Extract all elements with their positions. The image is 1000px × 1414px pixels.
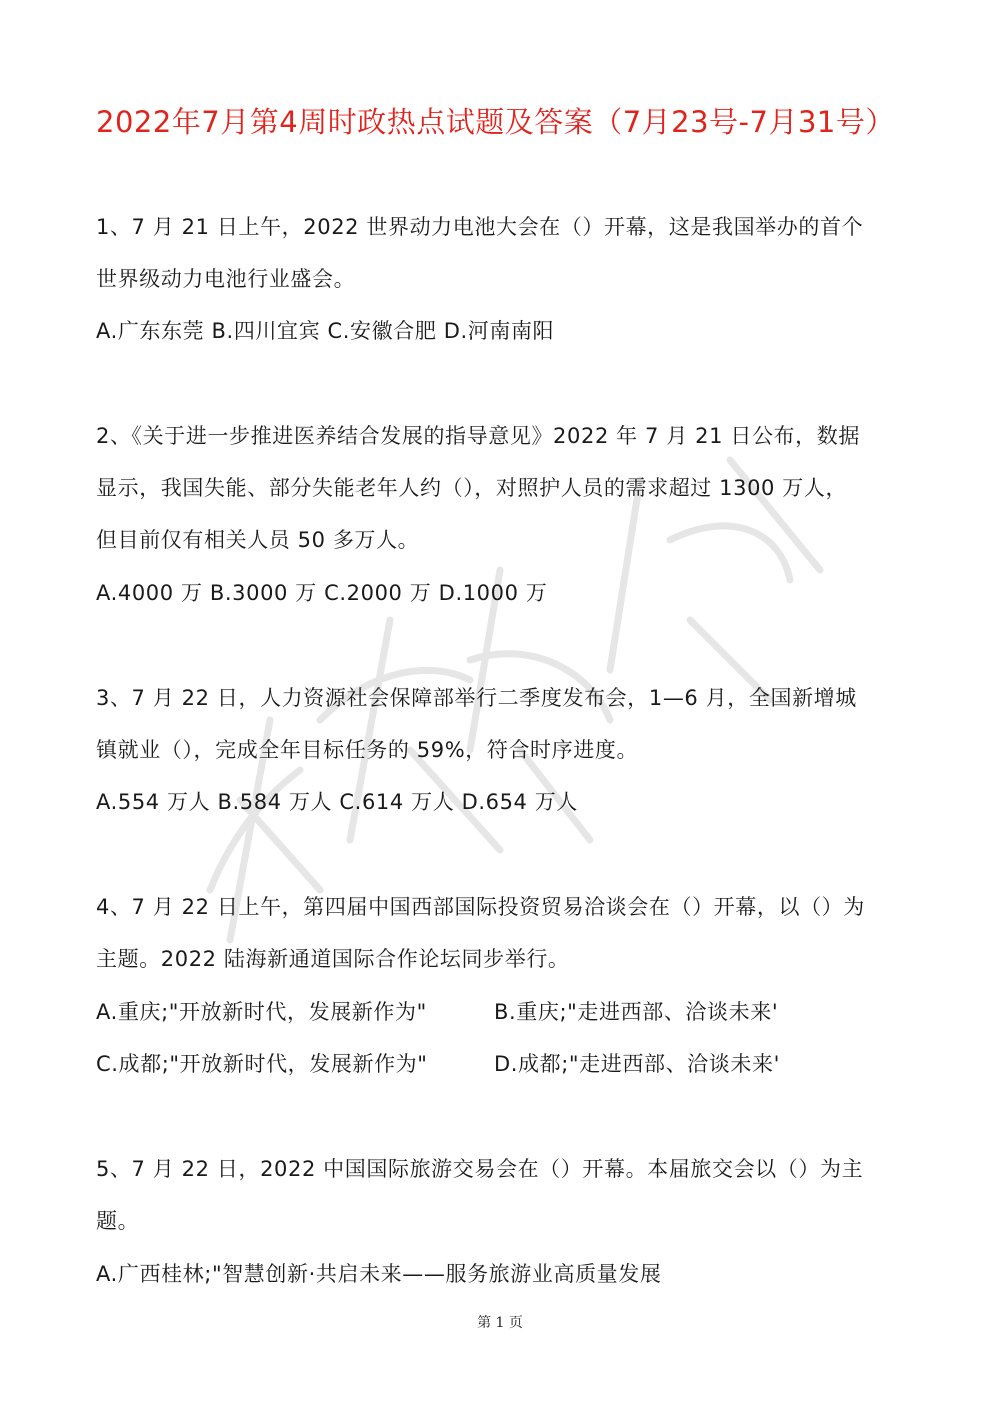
question-3-line-2: 镇就业（），完成全年目标任务的 59%，符合时序进度。 [96, 738, 639, 762]
question-4-line-2: 主题。2022 陆海新通道国际合作论坛同步举行。 [96, 947, 570, 971]
question-5-options: A.广西桂林;"智慧创新·共启未来——服务旅游业高质量发展 [96, 1262, 662, 1286]
question-4-line-1: 4、7 月 22 日上午，第四届中国西部国际投资贸易洽谈会在（）开幕，以（）为 [96, 895, 865, 919]
question-5-line-1: 5、7 月 22 日，2022 中国国际旅游交易会在（）开幕。本届旅交会以（）为主 [96, 1157, 864, 1181]
question-5-line-2: 题。 [96, 1209, 140, 1233]
question-4-option-b: B.重庆;"走进西部、洽谈未来' [494, 1000, 779, 1024]
question-2-line-1: 2、《关于进一步推进医养结合发展的指导意见》2022 年 7 月 21 日公布，数据 [96, 424, 860, 448]
question-4-option-a: A.重庆;"开放新时代，发展新作为" [96, 1000, 427, 1024]
question-2-line-3: 但目前仅有相关人员 50 多万人。 [96, 528, 420, 552]
question-3-options: A.554 万人 B.584 万人 C.614 万人 D.654 万人 [96, 790, 578, 814]
question-1-line-2: 世界级动力电池行业盛会。 [96, 267, 356, 291]
question-4-option-c: C.成都;"开放新时代，发展新作为" [96, 1052, 428, 1076]
question-3-line-1: 3、7 月 22 日，人力资源社会保障部举行二季度发布会，1—6 月，全国新增城 [96, 686, 857, 710]
question-1-line-1: 1、7 月 21 日上午，2022 世界动力电池大会在（）开幕，这是我国举办的首个 [96, 215, 864, 239]
question-2-line-2: 显示，我国失能、部分失能老年人约（），对照护人员的需求超过 1300 万人， [96, 476, 848, 500]
document-title: 2022年7月第4周时政热点试题及答案（7月23号-7月31号） [96, 105, 895, 139]
question-2-options: A.4000 万 B.3000 万 C.2000 万 D.1000 万 [96, 581, 548, 605]
question-4-option-d: D.成都;"走进西部、洽谈未来' [494, 1052, 780, 1076]
page-number: 第 1 页 [477, 1315, 523, 1331]
question-1-options: A.广东东莞 B.四川宜宾 C.安徽合肥 D.河南南阳 [96, 319, 555, 343]
